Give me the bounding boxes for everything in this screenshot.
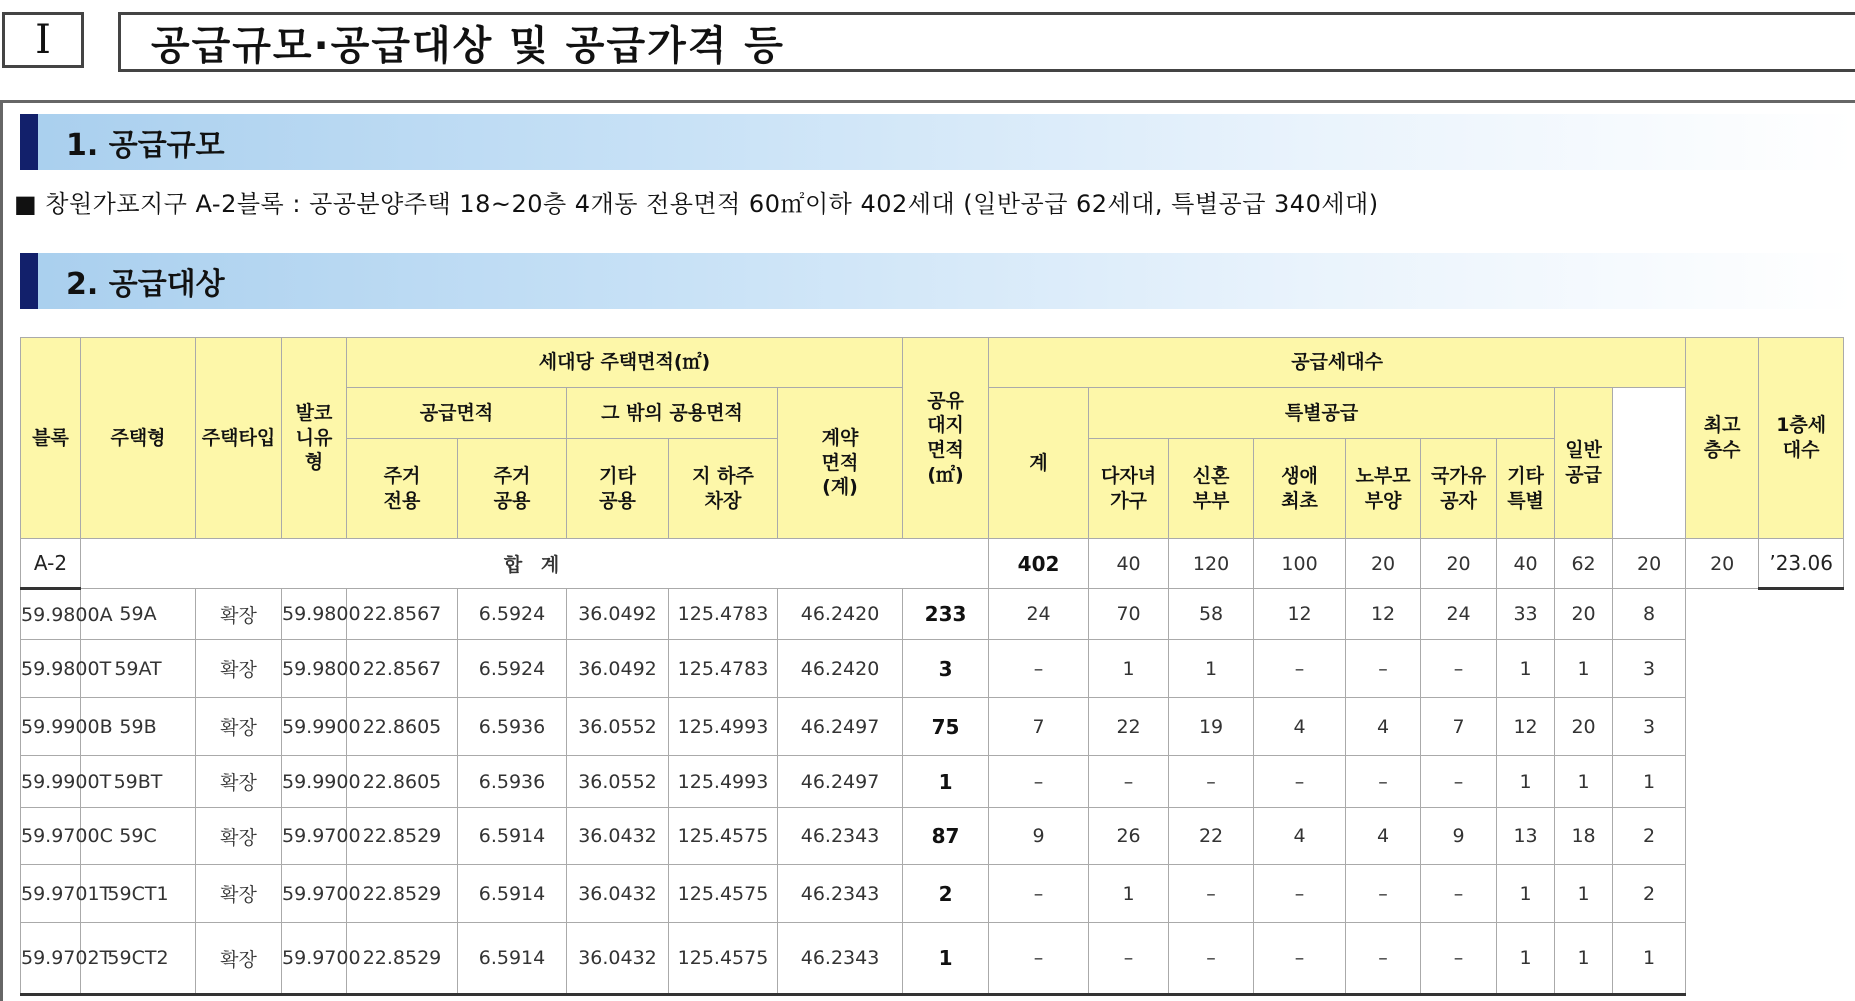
- cell-newlywed: 22: [1089, 698, 1169, 756]
- cell-parking: 36.0552: [567, 756, 669, 808]
- cell-other-special: –: [1421, 756, 1497, 808]
- header-balcony: 발코니유형: [282, 338, 347, 539]
- cell-first-floor: 20: [1686, 539, 1759, 589]
- cell-elderly: –: [1254, 756, 1346, 808]
- cell-balcony: 확장: [196, 865, 282, 923]
- supply-table: [20, 337, 1844, 996]
- cell-first-life: 22: [1169, 808, 1254, 865]
- header-exclusive: 주거전용: [347, 439, 458, 539]
- cell-total: 3: [903, 640, 989, 698]
- cell-first-floor: 2: [1613, 808, 1686, 865]
- cell-multichild: –: [989, 923, 1089, 995]
- cell-general: 1: [1497, 923, 1555, 995]
- cell-general: 62: [1555, 539, 1613, 589]
- cell-total: 87: [903, 808, 989, 865]
- table-row: [21, 808, 1844, 865]
- cell-multichild: –: [989, 865, 1089, 923]
- cell-etc-common: 6.5914: [458, 923, 567, 995]
- cell-contract: 125.4575: [669, 808, 778, 865]
- cell-type: 59.9800A: [21, 589, 81, 640]
- cell-res-common: 22.8567: [347, 640, 458, 698]
- header-contract-area: 계약면적(계): [778, 388, 903, 539]
- cell-max-floor: 1: [1555, 756, 1613, 808]
- cell-total: 75: [903, 698, 989, 756]
- cell-land: 46.2497: [778, 756, 903, 808]
- cell-multichild: 7: [989, 698, 1089, 756]
- cell-first-floor: 2: [1613, 865, 1686, 923]
- chapter-number: Ⅰ: [2, 12, 84, 68]
- cell-parking: 36.0432: [567, 923, 669, 995]
- section-header-supply-scale: [20, 114, 1855, 170]
- cell-max-floor: 18: [1555, 808, 1613, 865]
- cell-subtype: 59CT2: [81, 923, 196, 995]
- cell-parking: 36.0432: [567, 808, 669, 865]
- cell-res-common: 22.8567: [347, 589, 458, 640]
- cell-merit: –: [1346, 640, 1421, 698]
- cell-merit: –: [1346, 865, 1421, 923]
- cell-max-floor: 1: [1555, 640, 1613, 698]
- cell-contract: 125.4993: [669, 698, 778, 756]
- header-land-share: 공유대지면적(㎡): [903, 338, 989, 539]
- cell-elderly: 12: [1254, 589, 1346, 640]
- cell-subtype: 59AT: [81, 640, 196, 698]
- cell-general: 1: [1497, 756, 1555, 808]
- cell-merit: –: [1346, 756, 1421, 808]
- header-other-common: 그 밖의 공용면적: [567, 388, 778, 439]
- cell-other-special: 24: [1421, 589, 1497, 640]
- cell-first-life: –: [1169, 756, 1254, 808]
- header-multichild: 다자녀가구: [1089, 439, 1169, 539]
- cell-newlywed: –: [1089, 923, 1169, 995]
- header-supply-units: 공급세대수: [989, 338, 1686, 388]
- cell-balcony: 확장: [196, 808, 282, 865]
- header-supply-area: 공급면적: [347, 388, 567, 439]
- cell-other-special: 9: [1421, 808, 1497, 865]
- section-marker: [20, 253, 38, 309]
- cell-exclusive: 59.9700: [282, 808, 347, 865]
- cell-first-life: –: [1169, 865, 1254, 923]
- table-row: [21, 923, 1844, 995]
- cell-merit: 20: [1421, 539, 1497, 589]
- cell-first-life: –: [1169, 923, 1254, 995]
- cell-newlywed: –: [1089, 756, 1169, 808]
- cell-total: 402: [989, 539, 1089, 589]
- cell-etc-common: 6.5914: [458, 808, 567, 865]
- cell-contract: 125.4575: [669, 865, 778, 923]
- cell-land: 46.2420: [778, 640, 903, 698]
- cell-elderly: –: [1254, 640, 1346, 698]
- cell-balcony: 확장: [196, 589, 282, 640]
- cell-multichild: 40: [1089, 539, 1169, 589]
- cell-multichild: 9: [989, 808, 1089, 865]
- cell-newlywed: 70: [1089, 589, 1169, 640]
- cell-other-special: –: [1421, 865, 1497, 923]
- header-special: 특별공급: [1089, 388, 1555, 439]
- cell-parking: 36.0492: [567, 589, 669, 640]
- cell-multichild: 24: [989, 589, 1089, 640]
- cell-general: 12: [1497, 698, 1555, 756]
- table-row: [21, 589, 1844, 640]
- cell-other-special: 7: [1421, 698, 1497, 756]
- cell-exclusive: 59.9900: [282, 698, 347, 756]
- table-row: [21, 698, 1844, 756]
- cell-max-floor: 20: [1555, 589, 1613, 640]
- header-etc-common: 기타공용: [567, 439, 669, 539]
- total-label: 합 계: [81, 539, 989, 589]
- cell-res-common: 22.8529: [347, 923, 458, 995]
- cell-first-floor: 1: [1613, 923, 1686, 995]
- cell-contract: 125.4783: [669, 640, 778, 698]
- cell-elderly: 4: [1254, 808, 1346, 865]
- cell-subtype: 59CT1: [81, 865, 196, 923]
- cell-subtype: 59A: [81, 589, 196, 640]
- header-block: 블록: [21, 338, 81, 539]
- cell-etc-common: 6.5936: [458, 698, 567, 756]
- cell-total: 1: [903, 756, 989, 808]
- cell-first-floor: 3: [1613, 698, 1686, 756]
- cell-first-floor: 3: [1613, 640, 1686, 698]
- cell-land: 46.2497: [778, 698, 903, 756]
- section-header-supply-target: [20, 253, 1855, 309]
- cell-first-floor: 1: [1613, 756, 1686, 808]
- table-row-total: [21, 539, 1844, 589]
- cell-total: 1: [903, 923, 989, 995]
- cell-other-special: –: [1421, 640, 1497, 698]
- header-other-special: 기타특별: [1497, 439, 1555, 539]
- cell-first-life: 1: [1169, 640, 1254, 698]
- cell-etc-common: 6.5924: [458, 640, 567, 698]
- block-name: A-2: [21, 539, 81, 589]
- cell-parking: 36.0552: [567, 698, 669, 756]
- cell-first-life: 58: [1169, 589, 1254, 640]
- table-row: [21, 756, 1844, 808]
- cell-land: 46.2343: [778, 808, 903, 865]
- cell-type: 59.9700C: [21, 808, 81, 865]
- cell-exclusive: 59.9900: [282, 756, 347, 808]
- cell-parking: 36.0492: [567, 640, 669, 698]
- section-marker: [20, 114, 38, 170]
- cell-subtype: 59BT: [81, 756, 196, 808]
- cell-type: 59.9702T: [21, 923, 81, 995]
- cell-land: 46.2420: [778, 589, 903, 640]
- cell-max-floor: 1: [1555, 865, 1613, 923]
- cell-other-special: 40: [1497, 539, 1555, 589]
- cell-first-floor: 8: [1613, 589, 1686, 640]
- cell-merit: 12: [1346, 589, 1421, 640]
- cell-newlywed: 120: [1169, 539, 1254, 589]
- table-row: [21, 640, 1844, 698]
- header-parking: 지 하주차장: [669, 439, 778, 539]
- header-house-subtype: 주택타입: [196, 338, 282, 539]
- cell-balcony: 확장: [196, 923, 282, 995]
- cell-contract: 125.4575: [669, 923, 778, 995]
- cell-balcony: 확장: [196, 640, 282, 698]
- cell-first-life: 19: [1169, 698, 1254, 756]
- header-max-floor: 최고층수: [1686, 338, 1759, 539]
- cell-max-floor: 20: [1555, 698, 1613, 756]
- header-first-floor-units: 1층세대수: [1759, 338, 1844, 539]
- cell-land: 46.2343: [778, 865, 903, 923]
- cell-multichild: –: [989, 640, 1089, 698]
- cell-exclusive: 59.9700: [282, 923, 347, 995]
- header-newlywed: 신혼부부: [1169, 439, 1254, 539]
- table-row: [21, 865, 1844, 923]
- header-house-type: 주택형: [81, 338, 196, 539]
- cell-elderly: –: [1254, 865, 1346, 923]
- cell-contract: 125.4783: [669, 589, 778, 640]
- cell-elderly: 20: [1346, 539, 1421, 589]
- cell-general: 33: [1497, 589, 1555, 640]
- section-title: 1. 공급규모: [66, 128, 225, 163]
- cell-parking: 36.0432: [567, 865, 669, 923]
- chapter-title: 공급규모·공급대상 및 공급가격 등: [118, 12, 1855, 72]
- cell-total: 2: [903, 865, 989, 923]
- cell-general: 1: [1497, 640, 1555, 698]
- cell-type: 59.9701T: [21, 865, 81, 923]
- header-merit: 국가유공자: [1421, 439, 1497, 539]
- cell-contract: 125.4993: [669, 756, 778, 808]
- cell-land: 46.2343: [778, 923, 903, 995]
- cell-merit: –: [1346, 923, 1421, 995]
- cell-max-floor: 20: [1613, 539, 1686, 589]
- header-elderly: 노부모부양: [1346, 439, 1421, 539]
- cell-merit: 4: [1346, 698, 1421, 756]
- cell-res-common: 22.8529: [347, 865, 458, 923]
- cell-elderly: –: [1254, 923, 1346, 995]
- header-total: 계: [989, 388, 1089, 539]
- cell-elderly: 4: [1254, 698, 1346, 756]
- cell-first-life: 100: [1254, 539, 1346, 589]
- cell-exclusive: 59.9800: [282, 640, 347, 698]
- section-title: 2. 공급대상: [66, 267, 225, 302]
- header-residential-common: 주거공용: [458, 439, 567, 539]
- cell-etc-common: 6.5936: [458, 756, 567, 808]
- cell-res-common: 22.8605: [347, 756, 458, 808]
- cell-general: 1: [1497, 865, 1555, 923]
- header-general: 일반공급: [1555, 388, 1613, 539]
- cell-type: 59.9800T: [21, 640, 81, 698]
- cell-subtype: 59C: [81, 808, 196, 865]
- cell-etc-common: 6.5924: [458, 589, 567, 640]
- cell-general: 13: [1497, 808, 1555, 865]
- cell-subtype: 59B: [81, 698, 196, 756]
- cell-balcony: 확장: [196, 756, 282, 808]
- supply-summary: ■ 창원가포지구 A-2블록 : 공공분양주택 18~20층 4개동 전용면적 60㎡이하 402세대 (일반공급 62세대, 특별공급 340세대): [14, 190, 1379, 218]
- move-in-date: ’23.06: [1759, 539, 1844, 589]
- cell-newlywed: 1: [1089, 640, 1169, 698]
- cell-exclusive: 59.9800: [282, 589, 347, 640]
- cell-balcony: 확장: [196, 698, 282, 756]
- cell-res-common: 22.8605: [347, 698, 458, 756]
- header-first-life: 생애최초: [1254, 439, 1346, 539]
- header-area-per-unit: 세대당 주택면적(㎡): [347, 338, 903, 388]
- cell-res-common: 22.8529: [347, 808, 458, 865]
- cell-merit: 4: [1346, 808, 1421, 865]
- cell-max-floor: 1: [1555, 923, 1613, 995]
- cell-newlywed: 26: [1089, 808, 1169, 865]
- cell-type: 59.9900T: [21, 756, 81, 808]
- cell-etc-common: 6.5914: [458, 865, 567, 923]
- cell-newlywed: 1: [1089, 865, 1169, 923]
- cell-total: 233: [903, 589, 989, 640]
- cell-other-special: –: [1421, 923, 1497, 995]
- cell-multichild: –: [989, 756, 1089, 808]
- cell-exclusive: 59.9700: [282, 865, 347, 923]
- cell-type: 59.9900B: [21, 698, 81, 756]
